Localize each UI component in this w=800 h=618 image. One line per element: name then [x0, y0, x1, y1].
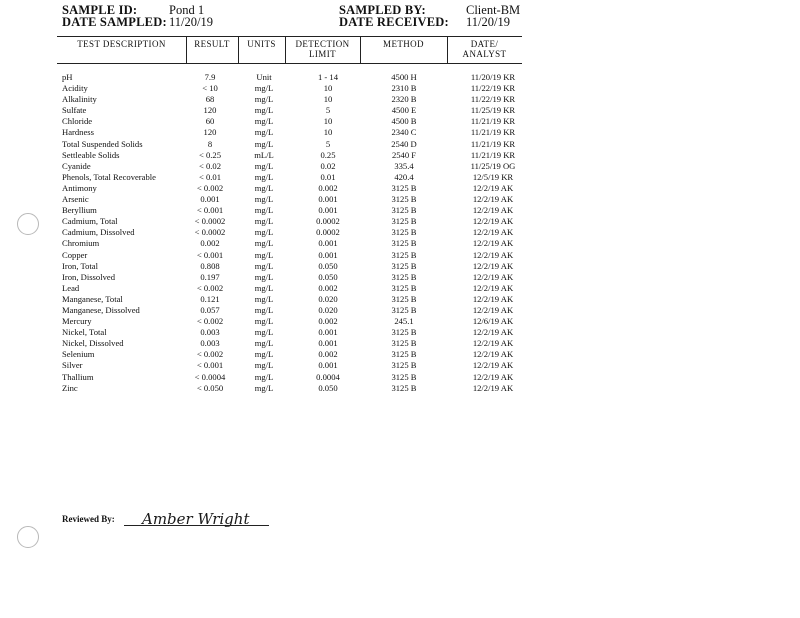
units-cell: mg/L [254, 116, 274, 127]
result-cell: 0.197 [200, 271, 220, 282]
detection-limit-cell: 0.050 [318, 271, 338, 282]
table-row [0, 238, 800, 249]
detection-limit-cell: 0.0004 [316, 371, 340, 382]
units-cell: mg/L [254, 338, 274, 349]
table-row [0, 305, 800, 316]
method-cell: 2540 F [391, 149, 417, 160]
units-cell: mg/L [254, 127, 274, 138]
date-analyst-cell: 12/2/19 AK [472, 338, 514, 349]
detection-limit-cell: 0.050 [318, 382, 338, 393]
test-description-cell: Nickel, Total [62, 327, 107, 338]
result-cell: < 0.002 [196, 282, 224, 293]
units-cell: mg/L [254, 194, 274, 205]
date-sampled-label: DATE SAMPLED: [62, 15, 167, 29]
units-cell: Unit [256, 72, 272, 82]
sampled-by-value: Client-BM [466, 3, 521, 17]
method-cell: 3125 B [391, 293, 417, 304]
result-cell: 0.121 [200, 293, 220, 304]
table-row [0, 139, 800, 150]
detection-limit-cell: 1 - 14 [317, 72, 339, 82]
detection-limit-cell: 5 [325, 138, 331, 149]
result-cell: 0.002 [200, 238, 220, 249]
date-analyst-cell: 11/21/19 KR [470, 116, 516, 127]
results-table-body [0, 72, 800, 394]
detection-limit-cell: 0.001 [318, 360, 338, 371]
table-row [0, 272, 800, 283]
units-cell: mg/L [254, 360, 274, 371]
sampled-by-label: SAMPLED BY: [339, 3, 426, 17]
date-analyst-cell: 11/22/19 KR [470, 94, 516, 105]
column-header-method: METHOD [383, 39, 424, 49]
column-header-result: RESULT [194, 39, 230, 49]
method-cell: 3125 B [391, 304, 417, 315]
result-cell: < 0.01 [198, 171, 222, 182]
test-description-cell: Arsenic [62, 194, 89, 205]
units-cell: mg/L [254, 349, 274, 360]
method-cell: 2540 D [391, 138, 417, 149]
date-analyst-cell: 11/20/19 KR [470, 72, 516, 82]
method-cell: 3125 B [391, 327, 417, 338]
test-description-cell: Lead [62, 282, 80, 293]
method-cell: 4500 E [391, 105, 417, 116]
test-description-cell: Selenium [62, 349, 95, 360]
method-cell: 2310 B [391, 83, 417, 94]
detection-limit-cell: 0.002 [318, 316, 338, 327]
detection-limit-cell: 0.25 [320, 149, 336, 160]
detection-limit-cell: 0.001 [318, 249, 338, 260]
test-description-cell: Phenols, Total Recoverable [62, 171, 156, 182]
test-description-cell: Manganese, Dissolved [62, 304, 140, 315]
table-row [0, 360, 800, 371]
units-cell: mg/L [254, 238, 274, 249]
table-row [0, 72, 800, 83]
method-cell: 245.1 [394, 316, 414, 327]
result-cell: 120 [203, 127, 217, 138]
method-cell: 3125 B [391, 216, 417, 227]
units-cell: mg/L [254, 316, 274, 327]
method-cell: 335.4 [394, 160, 414, 171]
table-row [0, 327, 800, 338]
method-cell: 3125 B [391, 371, 417, 382]
table-row [0, 105, 800, 116]
detection-limit-cell: 0.020 [318, 293, 338, 304]
units-cell: mg/L [254, 205, 274, 216]
test-description-cell: Total Suspended Solids [62, 138, 143, 149]
method-cell: 420.4 [394, 171, 414, 182]
table-row [0, 83, 800, 94]
method-cell: 3125 B [391, 194, 417, 205]
method-cell: 3125 B [391, 360, 417, 371]
date-sampled-value: 11/20/19 [169, 15, 213, 29]
date-received-label: DATE RECEIVED: [339, 15, 449, 29]
column-header-units: UNITS [247, 39, 276, 49]
units-cell: mg/L [254, 282, 274, 293]
date-analyst-cell: 11/21/19 KR [470, 149, 516, 160]
column-header-detection-limit: DETECTION LIMIT [295, 39, 350, 59]
method-cell: 3125 B [391, 260, 417, 271]
result-cell: 8 [207, 138, 213, 149]
units-cell: mg/L [254, 83, 274, 94]
table-row [0, 194, 800, 205]
test-description-cell: Beryllium [62, 205, 97, 216]
date-analyst-cell: 11/25/19 KR [470, 105, 516, 116]
result-cell: 120 [203, 105, 217, 116]
method-cell: 3125 B [391, 238, 417, 249]
detection-limit-cell: 0.0002 [316, 227, 340, 238]
detection-limit-cell: 0.001 [318, 338, 338, 349]
detection-limit-cell: 0.050 [318, 260, 338, 271]
test-description-cell: Chloride [62, 116, 93, 127]
test-description-cell: Sulfate [62, 105, 87, 116]
units-cell: mg/L [254, 371, 274, 382]
units-cell: mg/L [254, 382, 274, 393]
date-analyst-cell: 12/5/19 KR [472, 171, 514, 182]
units-cell: mL/L [254, 149, 274, 160]
units-cell: mg/L [254, 293, 274, 304]
table-row [0, 383, 800, 394]
date-analyst-cell: 11/25/19 OG [470, 160, 516, 171]
method-cell: 2320 B [391, 94, 417, 105]
method-cell: 3125 B [391, 249, 417, 260]
result-cell: 0.808 [200, 260, 220, 271]
units-cell: mg/L [254, 171, 274, 182]
table-row [0, 349, 800, 360]
result-cell: < 0.002 [196, 316, 224, 327]
units-cell: mg/L [254, 105, 274, 116]
test-description-cell: Mercury [62, 316, 92, 327]
result-cell: < 0.050 [196, 382, 224, 393]
method-cell: 4500 H [391, 72, 417, 82]
table-row [0, 227, 800, 238]
date-analyst-cell: 12/2/19 AK [472, 327, 514, 338]
detection-limit-cell: 0.01 [320, 171, 336, 182]
result-cell: < 0.02 [198, 160, 222, 171]
test-description-cell: Cadmium, Dissolved [62, 227, 135, 238]
method-cell: 3125 B [391, 271, 417, 282]
detection-limit-cell: 10 [323, 127, 333, 138]
result-cell: 0.057 [200, 304, 220, 315]
date-analyst-cell: 12/2/19 AK [472, 227, 514, 238]
date-analyst-cell: 12/2/19 AK [472, 238, 514, 249]
table-row [0, 216, 800, 227]
result-cell: < 0.001 [196, 205, 224, 216]
date-analyst-cell: 12/2/19 AK [472, 349, 514, 360]
detection-limit-cell: 5 [325, 105, 331, 116]
detection-limit-cell: 0.002 [318, 282, 338, 293]
table-row [0, 250, 800, 261]
date-analyst-cell: 12/2/19 AK [472, 194, 514, 205]
result-cell: 60 [205, 116, 215, 127]
sample-id-value: Pond 1 [169, 3, 205, 17]
table-header [57, 36, 522, 64]
method-cell: 2340 C [391, 127, 417, 138]
table-row [0, 94, 800, 105]
method-cell: 3125 B [391, 382, 417, 393]
detection-limit-cell: 0.002 [318, 182, 338, 193]
test-description-cell: Cadmium, Total [62, 216, 118, 227]
table-row [0, 183, 800, 194]
test-description-cell: Cyanide [62, 160, 91, 171]
method-cell: 4500 B [391, 116, 417, 127]
table-row [0, 205, 800, 216]
units-cell: mg/L [254, 260, 274, 271]
table-row [0, 172, 800, 183]
table-row [0, 261, 800, 272]
date-analyst-cell: 12/2/19 AK [472, 360, 514, 371]
table-row [0, 338, 800, 349]
method-cell: 3125 B [391, 227, 417, 238]
table-row [0, 294, 800, 305]
result-cell: < 0.0002 [194, 227, 226, 238]
date-analyst-cell: 12/2/19 AK [472, 382, 514, 393]
test-description-cell: Hardness [62, 127, 94, 138]
test-description-cell: Thallium [62, 371, 94, 382]
result-cell: < 0.0002 [194, 216, 226, 227]
detection-limit-cell: 0.02 [320, 160, 336, 171]
date-analyst-cell: 12/2/19 AK [472, 205, 514, 216]
test-description-cell: Silver [62, 360, 83, 371]
test-description-cell: pH [62, 72, 73, 82]
table-row [0, 150, 800, 161]
date-analyst-cell: 12/2/19 AK [472, 371, 514, 382]
date-analyst-cell: 11/21/19 KR [470, 138, 516, 149]
units-cell: mg/L [254, 249, 274, 260]
result-cell: < 0.25 [198, 149, 222, 160]
column-header-date-analyst: DATE/ ANALYST [462, 39, 507, 59]
units-cell: mg/L [254, 182, 274, 193]
result-cell: < 0.001 [196, 360, 224, 371]
detection-limit-cell: 0.001 [318, 205, 338, 216]
table-row [0, 127, 800, 138]
method-cell: 3125 B [391, 282, 417, 293]
table-row [0, 316, 800, 327]
test-description-cell: Antimony [62, 182, 97, 193]
test-description-cell: Nickel, Dissolved [62, 338, 124, 349]
result-cell: 0.001 [200, 194, 220, 205]
test-description-cell: Iron, Total [62, 260, 98, 271]
date-analyst-cell: 11/22/19 KR [470, 83, 516, 94]
method-cell: 3125 B [391, 205, 417, 216]
result-cell: < 0.002 [196, 349, 224, 360]
test-description-cell: Copper [62, 249, 88, 260]
result-cell: 68 [205, 94, 215, 105]
result-cell: 0.003 [200, 327, 220, 338]
units-cell: mg/L [254, 138, 274, 149]
table-row [0, 372, 800, 383]
date-received-value: 11/20/19 [466, 15, 510, 29]
detection-limit-cell: 10 [323, 94, 333, 105]
reviewed-by-label: Reviewed By: [62, 514, 115, 524]
test-description-cell: Settleable Solids [62, 149, 120, 160]
units-cell: mg/L [254, 227, 274, 238]
date-analyst-cell: 12/2/19 AK [472, 304, 514, 315]
date-analyst-cell: 12/2/19 AK [472, 293, 514, 304]
column-header-test-description: TEST DESCRIPTION [77, 39, 166, 49]
result-cell: 0.003 [200, 338, 220, 349]
svg-text:Amber Wright: Amber Wright [142, 510, 250, 528]
table-row [0, 116, 800, 127]
result-cell: < 0.001 [196, 249, 224, 260]
date-analyst-cell: 12/2/19 AK [472, 260, 514, 271]
detection-limit-cell: 0.001 [318, 238, 338, 249]
units-cell: mg/L [254, 327, 274, 338]
test-description-cell: Iron, Dissolved [62, 271, 115, 282]
reviewer-signature [140, 506, 270, 532]
result-cell: < 0.002 [196, 182, 224, 193]
units-cell: mg/L [254, 271, 274, 282]
detection-limit-cell: 10 [323, 83, 333, 94]
test-description-cell: Alkalinity [62, 94, 97, 105]
test-description-cell: Zinc [62, 382, 78, 393]
units-cell: mg/L [254, 304, 274, 315]
result-cell: < 10 [202, 83, 218, 94]
date-analyst-cell: 12/2/19 AK [472, 271, 514, 282]
table-row [0, 283, 800, 294]
test-description-cell: Acidity [62, 83, 88, 94]
detection-limit-cell: 10 [323, 116, 333, 127]
date-analyst-cell: 12/2/19 AK [472, 182, 514, 193]
units-cell: mg/L [254, 94, 274, 105]
punch-hole-lower [17, 526, 39, 548]
date-analyst-cell: 12/2/19 AK [472, 216, 514, 227]
date-analyst-cell: 11/21/19 KR [470, 127, 516, 138]
test-description-cell: Manganese, Total [62, 293, 123, 304]
table-row [0, 161, 800, 172]
date-analyst-cell: 12/2/19 AK [472, 249, 514, 260]
detection-limit-cell: 0.020 [318, 304, 338, 315]
method-cell: 3125 B [391, 338, 417, 349]
detection-limit-cell: 0.002 [318, 349, 338, 360]
detection-limit-cell: 0.0002 [316, 216, 340, 227]
result-cell: < 0.0004 [194, 371, 226, 382]
date-analyst-cell: 12/2/19 AK [472, 282, 514, 293]
method-cell: 3125 B [391, 182, 417, 193]
method-cell: 3125 B [391, 349, 417, 360]
date-analyst-cell: 12/6/19 AK [472, 316, 514, 327]
units-cell: mg/L [254, 216, 274, 227]
test-description-cell: Chromium [62, 238, 100, 249]
detection-limit-cell: 0.001 [318, 327, 338, 338]
units-cell: mg/L [254, 160, 274, 171]
sample-id-label: SAMPLE ID: [62, 3, 138, 17]
detection-limit-cell: 0.001 [318, 194, 338, 205]
result-cell: 7.9 [204, 72, 216, 82]
